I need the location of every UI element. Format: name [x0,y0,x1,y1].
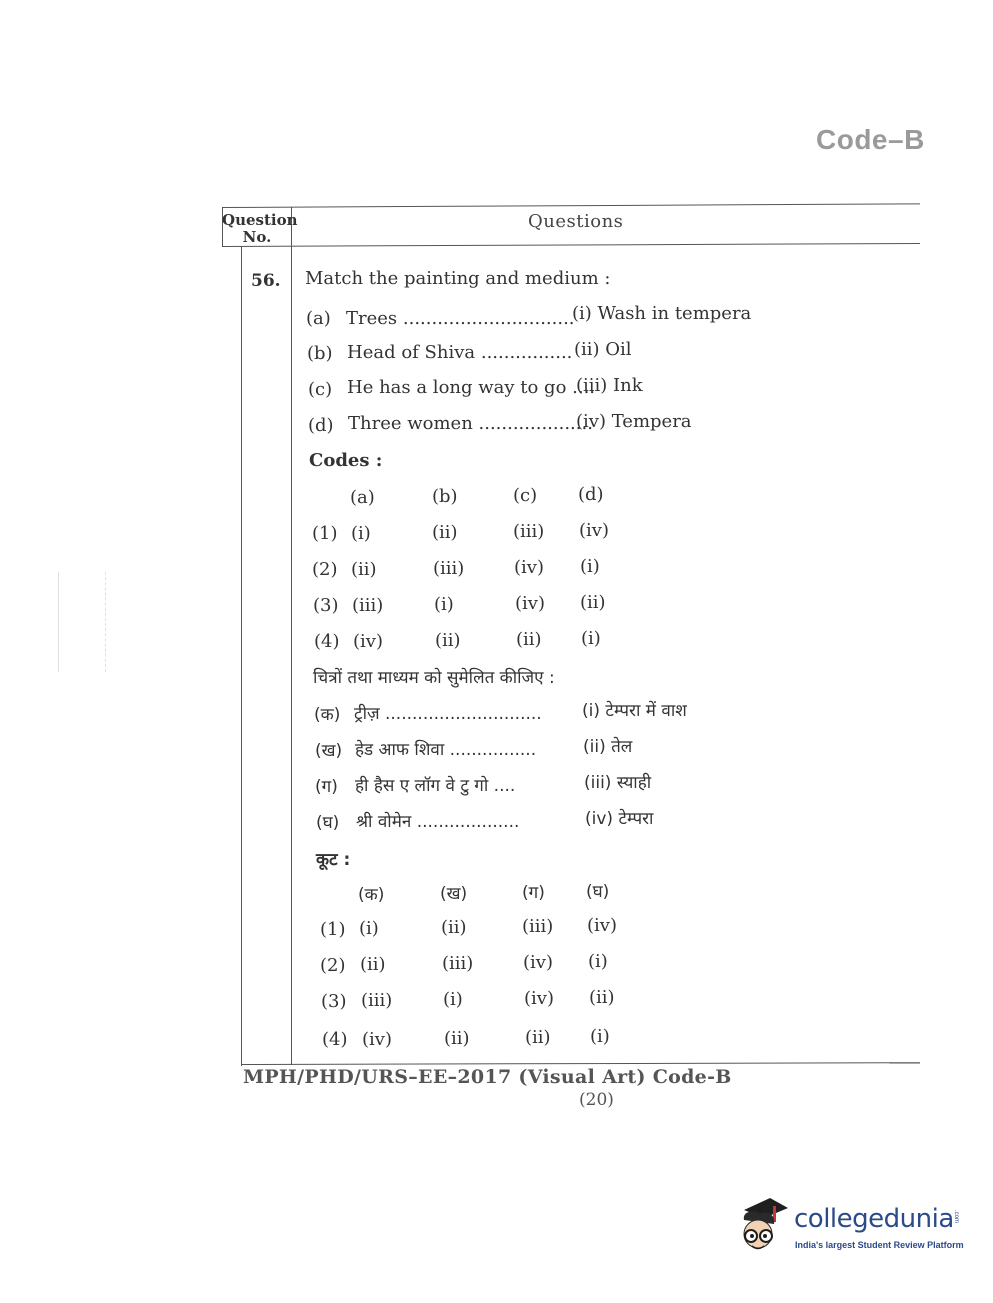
code-value-hi: (i) [588,951,608,972]
item-medium: (iii) Ink [576,375,643,396]
item-letter-hi: (घ) [316,813,340,833]
code-option: (4) [314,631,340,652]
codes-col-header: (a) [350,487,375,508]
item-painting: He has a long way to go .... [347,377,596,398]
code-value: (iv) [579,520,609,541]
code-value: (iv) [353,631,383,652]
code-value-hi: (ii) [444,1028,470,1049]
question-stem-en: Match the painting and medium : [305,268,611,289]
code-option: (1) [312,523,338,544]
item-medium-hi: (iii) स्याही [584,773,652,793]
table-left-rule-body [241,246,242,1066]
item-medium: (i) Wash in tempera [572,303,752,324]
code-value-hi: (iii) [522,916,554,937]
code-value-hi: (ii) [525,1027,551,1048]
codes-col-header-hi: (ख) [440,884,468,904]
code-value: (iii) [513,521,545,542]
code-value: (i) [580,556,600,577]
item-painting-hi: ही हैस ए लॉग वे टु गो .... [355,776,516,796]
item-painting-hi: हेड आफ शिवा ................ [355,740,537,760]
item-letter: (c) [308,379,333,400]
code-value: (ii) [580,592,606,613]
code-value-hi: (iii) [442,953,474,974]
codes-col-header-hi: (क) [358,885,385,905]
table-bottom-rule [241,1062,920,1065]
code-value-hi: (i) [590,1026,610,1047]
table-col-divider [291,207,292,1065]
table-header-rule [222,243,920,247]
official-stamp-mark [58,572,106,672]
header-questions: Questions [528,211,624,232]
item-letter-hi: (क) [314,705,341,725]
code-value: (i) [351,523,371,544]
code-option-hi: (1) [320,919,346,940]
logo-wordmark: collegedunia [794,1204,954,1234]
item-painting-hi: ट्रीज़ ............................. [354,704,542,724]
item-letter-hi: (ख) [315,741,343,761]
collegedunia-logo [736,1196,966,1260]
code-value-hi: (i) [359,918,379,939]
codes-col-header-hi: (घ) [586,882,610,902]
codes-col-header-hi: (ग) [522,883,545,903]
code-value-hi: (ii) [441,917,467,938]
item-medium: (iv) Tempera [576,411,692,432]
code-value-hi: (iv) [524,988,554,1009]
logo-suffix: .com [953,1210,959,1224]
exam-title-footer: MPH/PHD/URS–EE–2017 (Visual Art) Code-B [243,1066,732,1088]
item-painting: Trees .............................. [346,308,575,329]
item-medium-hi: (i) टेम्परा में वाश [582,701,687,721]
item-painting: Three women .................... [348,413,593,434]
header-question-no: Question No. [222,211,298,246]
item-medium: (ii) Oil [574,339,632,360]
logo-tagline: India's largest Student Review Platform [795,1240,964,1250]
code-value: (iv) [514,557,544,578]
codes-label-en: Codes : [309,450,383,471]
code-value: (i) [581,628,601,649]
item-letter-hi: (ग) [315,777,338,797]
code-label: Code–B [816,124,925,155]
item-letter: (d) [308,415,334,436]
code-value: (ii) [435,630,461,651]
item-letter: (b) [307,343,333,364]
codes-col-header: (d) [578,484,604,505]
code-value: (ii) [432,522,458,543]
code-option-hi: (2) [320,955,346,976]
code-value: (iii) [433,558,465,579]
table-top-rule [222,203,920,208]
codes-col-header: (c) [513,485,538,506]
code-value-hi: (iv) [587,915,617,936]
code-value: (iv) [515,593,545,614]
code-option: (3) [313,595,339,616]
item-painting-hi: श्री वोमेन ................... [356,812,520,832]
code-option-hi: (3) [321,991,347,1012]
mascot-icon [736,1196,792,1260]
page-number: (20) [579,1090,614,1110]
code-option: (2) [312,559,338,580]
code-value: (iii) [352,595,384,616]
code-option-hi: (4) [322,1029,348,1050]
question-stem-hi: चित्रों तथा माध्यम को सुमेलित कीजिए : [313,668,555,688]
code-value: (ii) [351,559,377,580]
code-value-hi: (iv) [523,952,553,973]
code-value-hi: (ii) [589,987,615,1008]
code-value: (ii) [516,629,542,650]
item-painting: Head of Shiva ................ [347,342,573,363]
codes-col-header: (b) [432,486,458,507]
code-value: (i) [434,594,454,615]
item-letter: (a) [306,308,331,329]
codes-label-hi: कूट : [316,850,351,870]
item-medium-hi: (ii) तेल [583,737,633,757]
code-value-hi: (i) [443,989,463,1010]
item-medium-hi: (iv) टेम्परा [585,809,654,829]
question-number: 56. [251,271,281,291]
code-value-hi: (ii) [360,954,386,975]
code-value-hi: (iv) [362,1029,392,1050]
code-value-hi: (iii) [361,990,393,1011]
